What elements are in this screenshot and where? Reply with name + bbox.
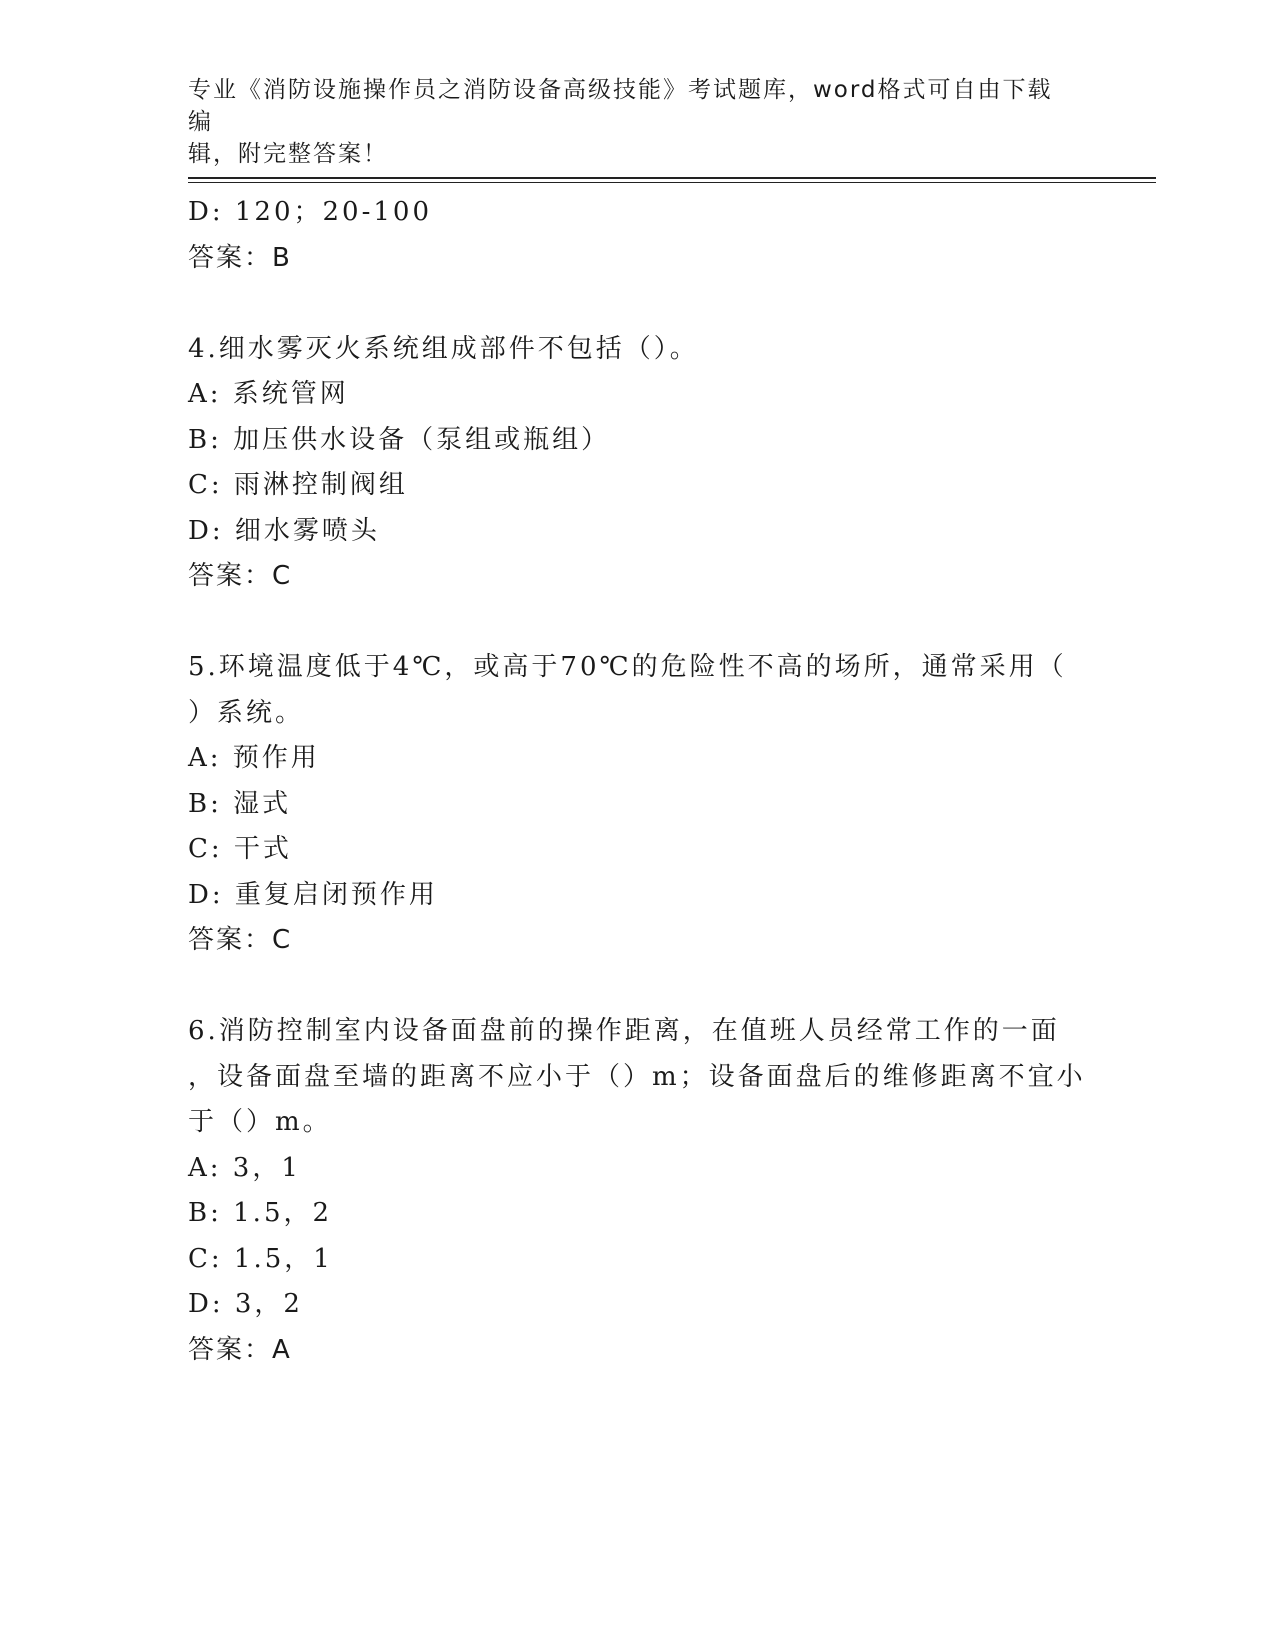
question-stem-line-1: 6.消防控制室内设备面盘前的操作距离，在值班人员经常工作的一面 — [188, 1016, 1060, 1046]
option-b: B: 1.5，2 — [188, 1198, 333, 1228]
answer-text: 答案：A — [188, 1334, 292, 1365]
option-a: A: 预作用 — [188, 743, 320, 773]
question-6 — [188, 1009, 1088, 1373]
answer-text: 答案：C — [188, 561, 293, 591]
option-c: C: 1.5，1 — [188, 1243, 333, 1274]
question-stem-line-2: ）系统。 — [188, 697, 305, 728]
header-divider-thick — [188, 177, 1156, 179]
header-line-2: 辑，附完整答案！ — [188, 141, 388, 167]
answer-text: 答案：C — [188, 925, 293, 955]
header-divider-thin — [188, 182, 1156, 183]
question-5 — [188, 645, 1088, 964]
question-list — [188, 190, 1088, 1373]
option-c: C: 雨淋控制阀组 — [188, 470, 408, 500]
question-stem-line-3: 于（）m。 — [188, 1107, 332, 1137]
spacer — [188, 964, 1088, 1010]
question-stem-line-1: 5.环境温度低于4℃，或高于70℃的危险性不高的场所，通常采用（ — [188, 652, 1067, 682]
question-4 — [188, 327, 1088, 600]
spacer — [188, 281, 1088, 327]
option-c: C: 干式 — [188, 834, 292, 864]
option-d: D: 3，2 — [188, 1289, 303, 1319]
header-line-1: 专业《消防设施操作员之消防设备高级技能》考试题库，word格式可自由下载编 — [188, 77, 1053, 135]
option-a: A: 系统管网 — [188, 379, 349, 409]
spacer — [188, 600, 1088, 646]
question-3-tail — [188, 190, 1088, 281]
answer-text: 答案：B — [188, 242, 292, 273]
option-a: A: 3，1 — [188, 1152, 301, 1183]
question-stem-line-2: ，设备面盘至墙的距离不应小于（）m；设备面盘后的维修距离不宜小 — [188, 1061, 1086, 1092]
option-d: D: 重复启闭预作用 — [188, 879, 438, 910]
option-b: B: 加压供水设备（泵组或瓶组） — [188, 424, 611, 455]
option-b: B: 湿式 — [188, 788, 292, 819]
document-header — [188, 74, 1068, 170]
question-stem: 4.细水雾灭火系统组成部件不包括（）。 — [188, 333, 699, 364]
option-d: D: 120；20-100 — [188, 197, 432, 227]
option-d: D: 细水雾喷头 — [188, 515, 380, 546]
